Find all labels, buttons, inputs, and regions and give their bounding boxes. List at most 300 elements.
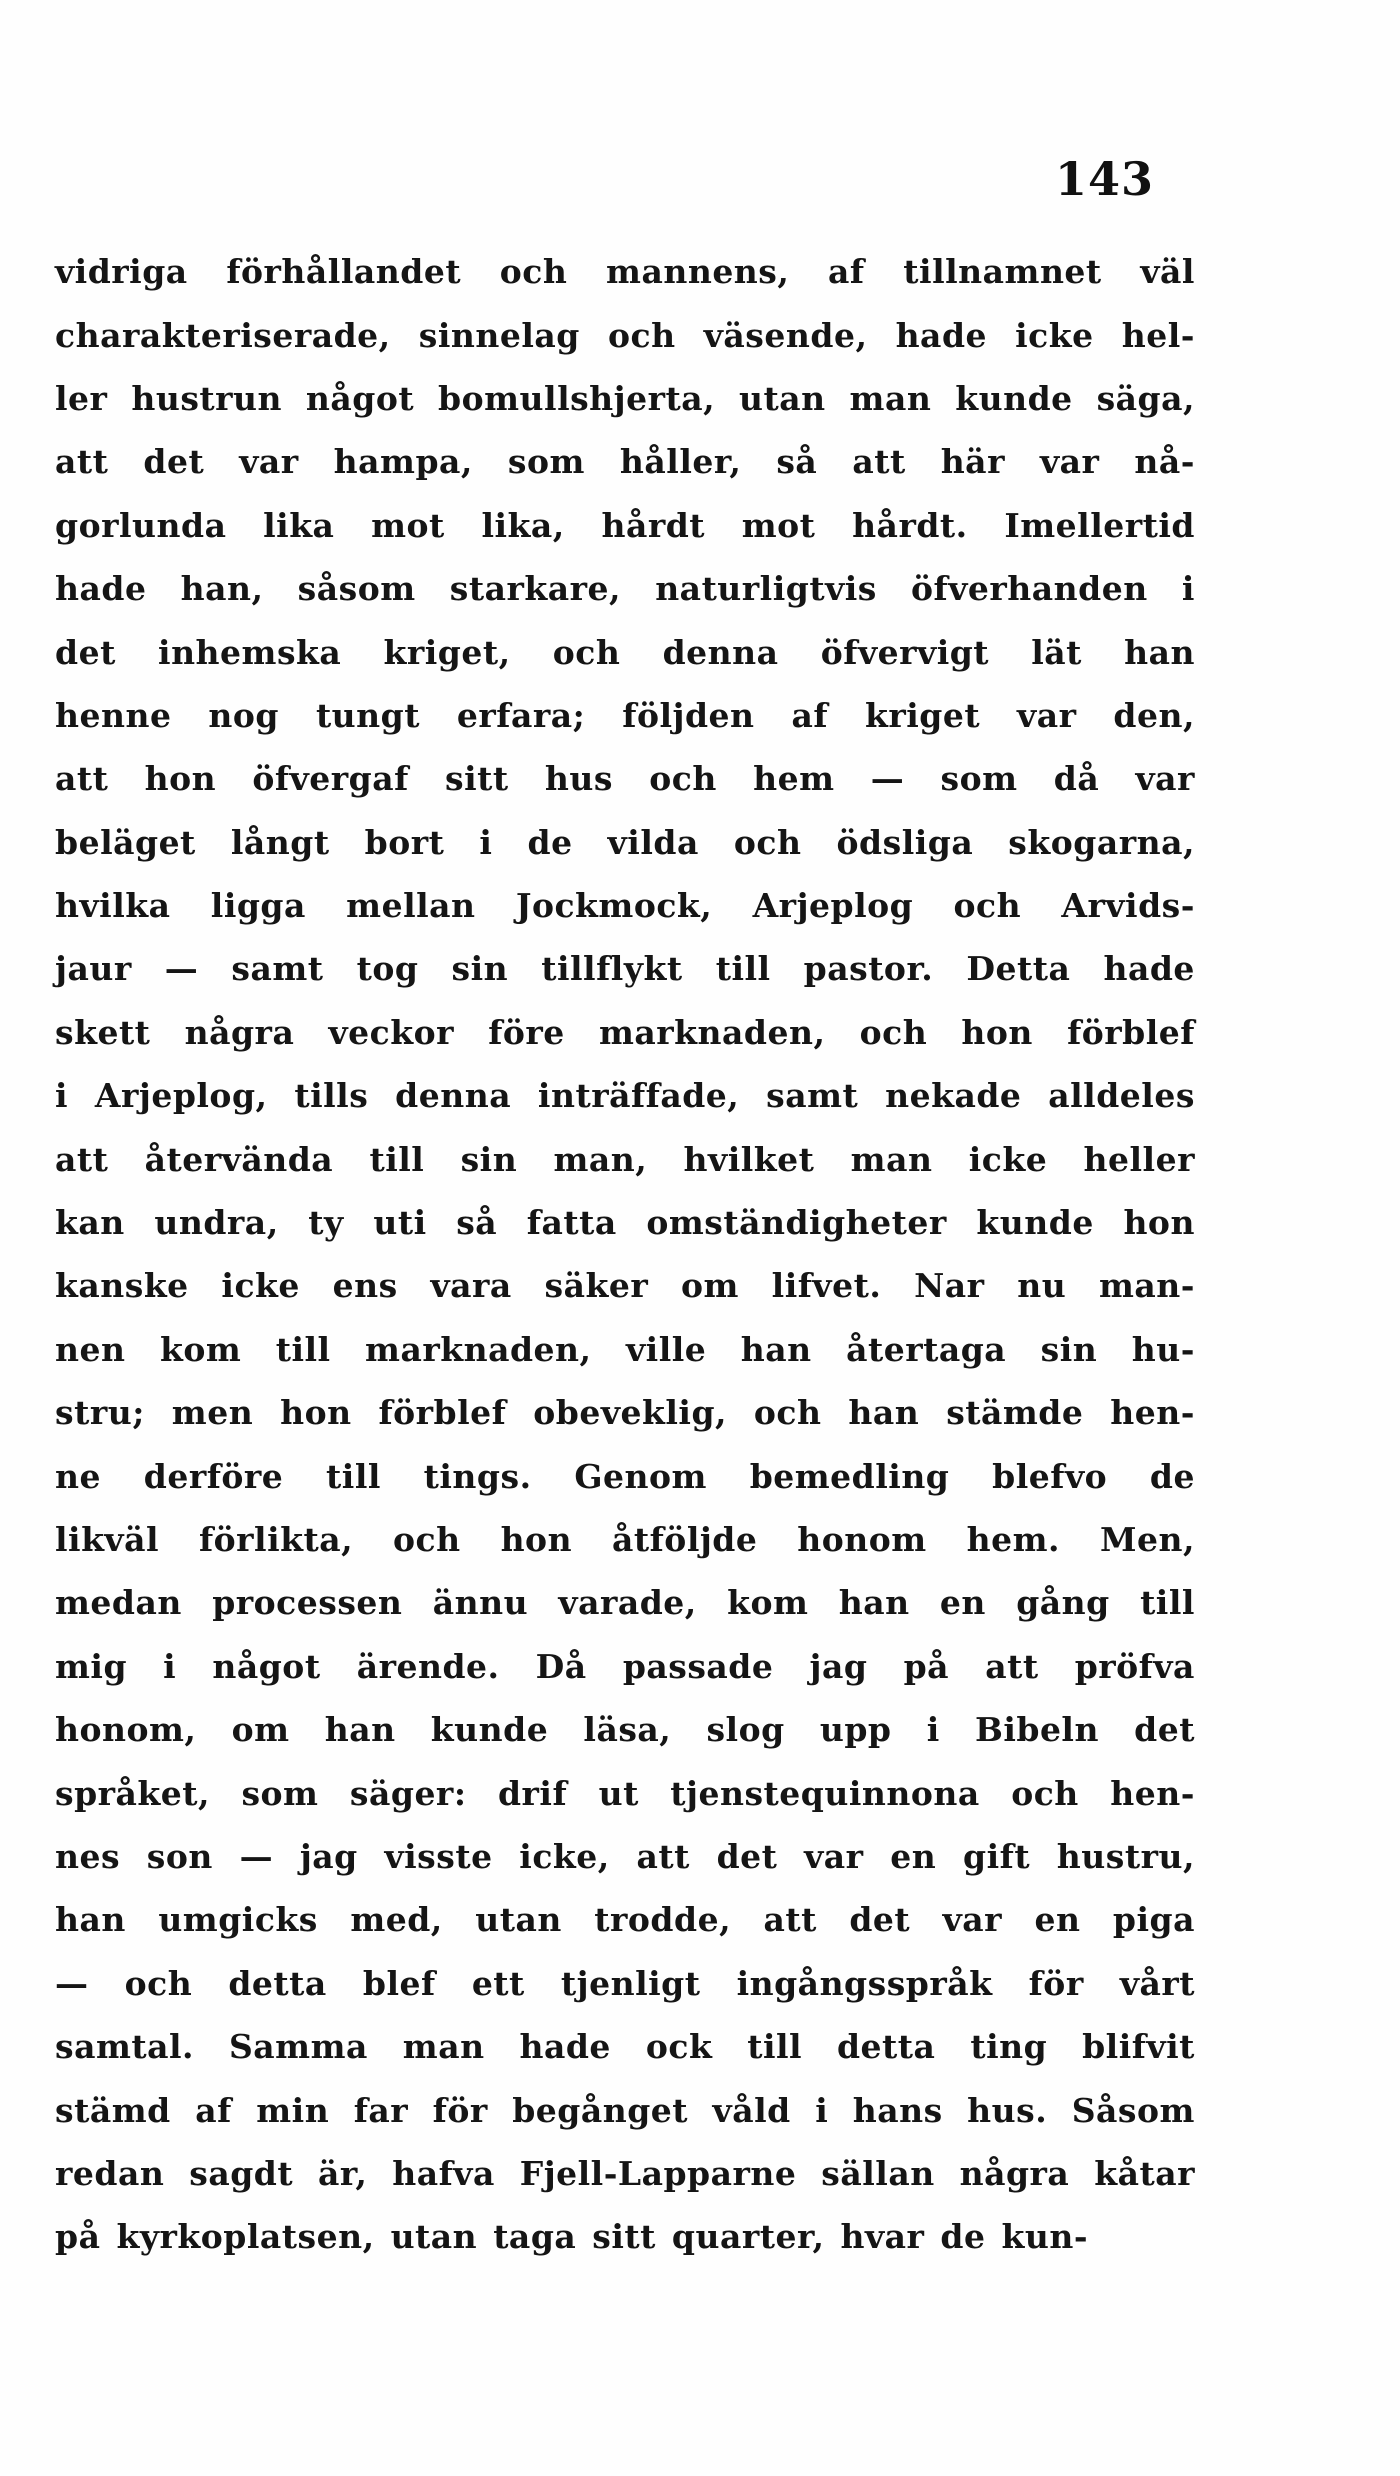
word: han bbox=[848, 1393, 920, 1433]
word: som bbox=[940, 759, 1018, 799]
word: charakteriserade, bbox=[55, 315, 391, 355]
word: till bbox=[326, 1456, 381, 1496]
word: ens bbox=[332, 1266, 398, 1306]
text-line bbox=[55, 1888, 1195, 1951]
word: icke, bbox=[519, 1836, 610, 1876]
word: hans bbox=[852, 2090, 943, 2130]
word: samtal. bbox=[55, 2027, 195, 2067]
word: en bbox=[939, 1583, 986, 1623]
word: Arjeplog, bbox=[94, 1076, 268, 1116]
word: hade bbox=[519, 2027, 611, 2067]
word: lifvet. bbox=[771, 1266, 882, 1306]
word: språket, bbox=[55, 1773, 211, 1813]
word: samt bbox=[231, 949, 324, 989]
word: han bbox=[1124, 632, 1195, 672]
word: umgicks bbox=[158, 1900, 318, 1940]
word: jaur bbox=[55, 949, 132, 989]
word: hade bbox=[1103, 949, 1195, 989]
word: hem. bbox=[966, 1520, 1061, 1559]
word: nen bbox=[55, 1329, 126, 1369]
word: vårt bbox=[1119, 1963, 1195, 2003]
word: hen- bbox=[1110, 1393, 1195, 1433]
word: förhållandet bbox=[226, 252, 462, 292]
word: långt bbox=[230, 822, 330, 862]
word: medan bbox=[55, 1583, 182, 1623]
word: hafva bbox=[392, 2153, 495, 2193]
word: bemedling bbox=[749, 1456, 950, 1496]
word: att bbox=[55, 442, 109, 482]
word: att bbox=[985, 1646, 1039, 1686]
word: nes bbox=[55, 1836, 121, 1876]
word: är, bbox=[317, 2153, 368, 2193]
text-line bbox=[55, 557, 1195, 620]
word: tillnamnet bbox=[903, 252, 1102, 292]
word: den, bbox=[1113, 695, 1195, 735]
word: kun- bbox=[1001, 2217, 1089, 2257]
word: denna bbox=[662, 632, 779, 672]
word: redan bbox=[55, 2153, 165, 2193]
word: — bbox=[164, 949, 199, 989]
word: kriget bbox=[864, 695, 981, 735]
word: derföre bbox=[143, 1456, 284, 1496]
word: sin bbox=[451, 949, 509, 989]
word: erfara; bbox=[456, 695, 586, 735]
word: hon bbox=[144, 759, 217, 799]
word: drif bbox=[497, 1773, 568, 1813]
word: omständigheter bbox=[646, 1203, 947, 1243]
word: hon bbox=[961, 1012, 1033, 1052]
text-line bbox=[55, 1318, 1195, 1381]
word: hårdt. bbox=[852, 505, 968, 545]
text-line bbox=[55, 2078, 1195, 2141]
word: det bbox=[55, 632, 116, 672]
word: hon bbox=[280, 1393, 352, 1433]
word: det bbox=[849, 1900, 911, 1940]
word: varade, bbox=[558, 1583, 697, 1623]
text-line bbox=[55, 2205, 1195, 2268]
word: jag bbox=[809, 1646, 868, 1686]
word: son bbox=[146, 1836, 213, 1876]
word: återtaga bbox=[846, 1329, 1007, 1369]
word: tjenligt bbox=[560, 1963, 701, 2003]
word: säker bbox=[544, 1266, 649, 1306]
word: Fjell-Lapparne bbox=[519, 2153, 797, 2193]
word: ingångsspråk bbox=[736, 1963, 993, 2003]
word: hen- bbox=[1110, 1773, 1195, 1813]
word: väl bbox=[1140, 252, 1195, 292]
word: inhemska bbox=[158, 632, 342, 672]
word: min bbox=[256, 2090, 330, 2130]
word: — bbox=[239, 1836, 274, 1876]
text-line bbox=[55, 240, 1195, 303]
word: kom bbox=[727, 1583, 809, 1623]
word: pröfva bbox=[1074, 1646, 1195, 1686]
text-line bbox=[55, 2142, 1195, 2205]
text-line bbox=[55, 1952, 1195, 2015]
word: utan bbox=[475, 1900, 562, 1940]
word: kyrkoplatsen, bbox=[116, 2217, 375, 2257]
word: det bbox=[716, 1836, 778, 1876]
word: lät bbox=[1031, 632, 1082, 672]
word: hustrun bbox=[131, 378, 283, 418]
word: kunde bbox=[955, 378, 1073, 418]
word: han bbox=[838, 1583, 910, 1623]
word: samt bbox=[766, 1076, 859, 1116]
word: på bbox=[903, 1646, 950, 1686]
word: Arjeplog bbox=[752, 886, 914, 926]
word: med, bbox=[350, 1900, 443, 1940]
word: i bbox=[163, 1646, 177, 1686]
word: man bbox=[402, 2027, 485, 2067]
word: förblef bbox=[378, 1393, 507, 1433]
word: öfvergaf bbox=[252, 759, 409, 799]
word: ännu bbox=[432, 1583, 529, 1623]
word: några bbox=[959, 2153, 1070, 2193]
word: att bbox=[763, 1900, 817, 1940]
word: och bbox=[753, 1393, 822, 1433]
word: beläget bbox=[55, 822, 196, 862]
word: hem bbox=[753, 759, 835, 799]
word: tungt bbox=[315, 695, 420, 735]
word: han bbox=[55, 1900, 126, 1940]
word: återvända bbox=[144, 1139, 334, 1179]
text-line bbox=[55, 1508, 1195, 1571]
word: och bbox=[859, 1012, 928, 1052]
word: kunde bbox=[976, 1203, 1094, 1243]
text-line bbox=[55, 937, 1195, 1000]
word: sin bbox=[460, 1139, 518, 1179]
text-line bbox=[55, 303, 1195, 366]
word: kåtar bbox=[1094, 2153, 1195, 2193]
word: han bbox=[740, 1329, 812, 1369]
word: jag bbox=[299, 1836, 358, 1876]
text-line bbox=[55, 494, 1195, 557]
word: det bbox=[143, 442, 205, 482]
word: marknaden, bbox=[365, 1329, 592, 1369]
word: tjenstequinnona bbox=[670, 1773, 980, 1813]
word: obeveklig, bbox=[533, 1393, 728, 1433]
word: skogarna, bbox=[1008, 822, 1195, 862]
word: hvilka bbox=[55, 886, 171, 926]
text-line bbox=[55, 1127, 1195, 1190]
word: de bbox=[527, 822, 573, 862]
word: öfverhanden bbox=[911, 569, 1148, 609]
word: af bbox=[195, 2090, 232, 2130]
word: det bbox=[1134, 1710, 1195, 1750]
word: taga bbox=[493, 2217, 577, 2257]
word: gift bbox=[963, 1836, 1031, 1876]
page-number: 143 bbox=[1055, 152, 1155, 206]
text-line bbox=[55, 1064, 1195, 1127]
word: — bbox=[55, 1963, 89, 2003]
word: heller bbox=[1083, 1139, 1195, 1179]
word: säger: bbox=[349, 1773, 467, 1813]
word: far bbox=[353, 2090, 409, 2130]
word: trodde, bbox=[594, 1900, 732, 1940]
text-line bbox=[55, 1001, 1195, 1064]
word: sinnelag bbox=[418, 315, 580, 355]
word: man, bbox=[553, 1139, 648, 1179]
word: quarter, bbox=[671, 2217, 825, 2257]
word: kriget, bbox=[383, 632, 511, 672]
word: begånget bbox=[512, 2090, 689, 2130]
word: här bbox=[940, 442, 1005, 482]
word: och bbox=[649, 759, 717, 799]
word: ligga bbox=[210, 886, 306, 926]
text-line bbox=[55, 1444, 1195, 1507]
word: lika bbox=[263, 505, 335, 545]
text-line bbox=[55, 811, 1195, 874]
word: håller, bbox=[619, 442, 742, 482]
word: stru; bbox=[55, 1393, 145, 1433]
word: af bbox=[828, 252, 865, 292]
text-line bbox=[55, 684, 1195, 747]
word: på bbox=[55, 2217, 101, 2257]
word: var bbox=[942, 1900, 1003, 1940]
word: ler bbox=[55, 378, 108, 418]
word: man- bbox=[1098, 1266, 1195, 1306]
word: bomullshjerta, bbox=[438, 378, 716, 418]
word: henne bbox=[55, 695, 172, 735]
text-line bbox=[55, 747, 1195, 810]
word: veckor bbox=[328, 1012, 455, 1052]
word: som bbox=[241, 1773, 319, 1813]
word: mig bbox=[55, 1646, 128, 1686]
word: upp bbox=[819, 1710, 892, 1750]
body-text bbox=[55, 240, 1195, 2269]
word: öfvervigt bbox=[820, 632, 990, 672]
word: var bbox=[1135, 759, 1195, 799]
word: hade bbox=[55, 569, 147, 609]
word: mot bbox=[371, 505, 445, 545]
word: kan bbox=[55, 1203, 125, 1243]
word: hade bbox=[895, 315, 988, 355]
word: före bbox=[488, 1012, 565, 1052]
word: mannens, bbox=[606, 252, 790, 292]
word: gorlunda bbox=[55, 505, 227, 545]
text-line bbox=[55, 1698, 1195, 1761]
word: var bbox=[239, 442, 299, 482]
word: Samma bbox=[228, 2027, 368, 2067]
word: gång bbox=[1016, 1583, 1110, 1623]
word: nog bbox=[208, 695, 279, 735]
text-line bbox=[55, 430, 1195, 493]
word: pastor. bbox=[803, 949, 934, 989]
word: att bbox=[55, 1139, 109, 1179]
word: tillflykt bbox=[541, 949, 683, 989]
word: lika, bbox=[481, 505, 565, 545]
word: skett bbox=[55, 1012, 151, 1052]
word: mellan bbox=[346, 886, 476, 926]
word: man bbox=[850, 1139, 933, 1179]
word: och bbox=[499, 252, 568, 292]
word: i bbox=[479, 822, 493, 862]
word: stämde bbox=[946, 1393, 1084, 1433]
word: sin bbox=[1040, 1329, 1098, 1369]
word: våld bbox=[712, 2090, 791, 2130]
word: ty bbox=[308, 1203, 344, 1243]
word: kunde bbox=[430, 1710, 549, 1750]
word: vilda bbox=[607, 822, 699, 862]
word: i bbox=[55, 1076, 69, 1116]
word: men bbox=[171, 1393, 254, 1433]
word: i bbox=[815, 2090, 829, 2130]
word: hustru, bbox=[1056, 1836, 1195, 1876]
word: hus bbox=[544, 759, 613, 799]
word: några bbox=[184, 1012, 295, 1052]
word: bort bbox=[364, 822, 445, 862]
word: och bbox=[733, 822, 802, 862]
word: ut bbox=[598, 1773, 639, 1813]
text-line bbox=[55, 1381, 1195, 1444]
word: Imellertid bbox=[1004, 505, 1195, 545]
word: var bbox=[1017, 695, 1077, 735]
word: slog bbox=[706, 1710, 785, 1750]
word: till bbox=[275, 1329, 331, 1369]
text-line bbox=[55, 367, 1195, 430]
word: — bbox=[870, 759, 905, 799]
word: fatta bbox=[526, 1203, 617, 1243]
word: man bbox=[849, 378, 932, 418]
word: vidriga bbox=[55, 252, 188, 292]
word: ock bbox=[645, 2027, 713, 2067]
word: läsa, bbox=[583, 1710, 672, 1750]
word: tog bbox=[356, 949, 419, 989]
word: Då bbox=[535, 1646, 587, 1686]
word: kanske bbox=[55, 1266, 189, 1306]
word: och bbox=[1011, 1773, 1079, 1813]
word: Bibeln bbox=[974, 1710, 1099, 1750]
text-line bbox=[55, 1254, 1195, 1317]
word: i bbox=[926, 1710, 940, 1750]
word: sagdt bbox=[189, 2153, 294, 2193]
word: han bbox=[324, 1710, 396, 1750]
word: utan bbox=[390, 2217, 478, 2257]
word: icke bbox=[1015, 315, 1094, 355]
word: vara bbox=[430, 1266, 512, 1306]
word: Arvids- bbox=[1061, 886, 1195, 926]
word: förlikta, bbox=[198, 1520, 354, 1559]
word: sällan bbox=[821, 2153, 935, 2193]
word: något bbox=[212, 1646, 321, 1686]
word: hel- bbox=[1121, 315, 1195, 355]
word: ett bbox=[471, 1963, 525, 2003]
word: så bbox=[456, 1203, 498, 1243]
word: ting bbox=[970, 2027, 1048, 2067]
word: alldeles bbox=[1048, 1076, 1195, 1116]
word: sitt bbox=[592, 2217, 656, 2257]
word: och bbox=[124, 1963, 193, 2003]
word: blifvit bbox=[1082, 2027, 1195, 2067]
word: till bbox=[369, 1139, 425, 1179]
text-line bbox=[55, 1635, 1195, 1698]
word: och bbox=[608, 315, 676, 355]
word: honom, bbox=[55, 1710, 197, 1750]
word: icke bbox=[968, 1139, 1048, 1179]
word: detta bbox=[836, 2027, 936, 2067]
word: piga bbox=[1112, 1900, 1195, 1940]
word: följden bbox=[622, 695, 755, 735]
word: ärende. bbox=[356, 1646, 500, 1686]
word: så bbox=[776, 442, 818, 482]
word: nekade bbox=[885, 1076, 1022, 1116]
word: om bbox=[231, 1710, 290, 1750]
text-line bbox=[55, 2015, 1195, 2078]
word: de bbox=[1149, 1456, 1195, 1496]
word: blef bbox=[362, 1963, 436, 2003]
word: till bbox=[747, 2027, 803, 2067]
word: processen bbox=[212, 1583, 403, 1623]
word: hampa, bbox=[333, 442, 473, 482]
word: och bbox=[393, 1520, 461, 1559]
word: Men, bbox=[1099, 1520, 1195, 1559]
word: naturligtvis bbox=[655, 569, 877, 609]
word: hus. bbox=[967, 2090, 1048, 2130]
word: blefvo bbox=[992, 1456, 1108, 1496]
word: förblef bbox=[1067, 1012, 1195, 1052]
word: om bbox=[680, 1266, 739, 1306]
word: att bbox=[852, 442, 906, 482]
word: honom bbox=[797, 1520, 927, 1559]
word: undra, bbox=[154, 1203, 279, 1243]
text-line bbox=[55, 1761, 1195, 1824]
word: Jockmock, bbox=[515, 886, 713, 926]
word: hvilket bbox=[683, 1139, 815, 1179]
text-line bbox=[55, 620, 1195, 683]
word: stämd bbox=[55, 2090, 171, 2130]
word: icke bbox=[221, 1266, 300, 1306]
word: starkare, bbox=[449, 569, 622, 609]
word: ne bbox=[55, 1456, 101, 1496]
word: utan bbox=[739, 378, 826, 418]
text-line bbox=[55, 1191, 1195, 1254]
text-line bbox=[55, 1571, 1195, 1634]
word: detta bbox=[228, 1963, 327, 2003]
word: såsom bbox=[297, 569, 416, 609]
word: något bbox=[305, 378, 415, 418]
text-line bbox=[55, 874, 1195, 937]
word: till bbox=[715, 949, 771, 989]
word: inträffade, bbox=[537, 1076, 740, 1116]
word: han, bbox=[180, 569, 264, 609]
word: en bbox=[1034, 1900, 1081, 1940]
word: då bbox=[1053, 759, 1100, 799]
word: sitt bbox=[445, 759, 509, 799]
word: hårdt bbox=[601, 505, 706, 545]
word: för bbox=[1028, 1963, 1084, 2003]
word: till bbox=[1140, 1583, 1195, 1623]
word: ville bbox=[626, 1329, 707, 1369]
word: och bbox=[552, 632, 621, 672]
word: tills bbox=[294, 1076, 369, 1116]
word: Såsom bbox=[1071, 2090, 1195, 2130]
word: hon bbox=[1123, 1203, 1195, 1243]
word: hon bbox=[500, 1520, 573, 1559]
word: Detta bbox=[966, 949, 1071, 989]
word: ödsliga bbox=[836, 822, 974, 862]
word: visste bbox=[384, 1836, 493, 1876]
word: hu- bbox=[1131, 1329, 1195, 1369]
word: tings. bbox=[423, 1456, 532, 1496]
word: i bbox=[1181, 569, 1195, 609]
word: en bbox=[890, 1836, 937, 1876]
word: var bbox=[804, 1836, 864, 1876]
word: uti bbox=[373, 1203, 427, 1243]
word: hvar bbox=[840, 2217, 925, 2257]
word: nu bbox=[1017, 1266, 1067, 1306]
word: var bbox=[1039, 442, 1100, 482]
word: kom bbox=[159, 1329, 242, 1369]
